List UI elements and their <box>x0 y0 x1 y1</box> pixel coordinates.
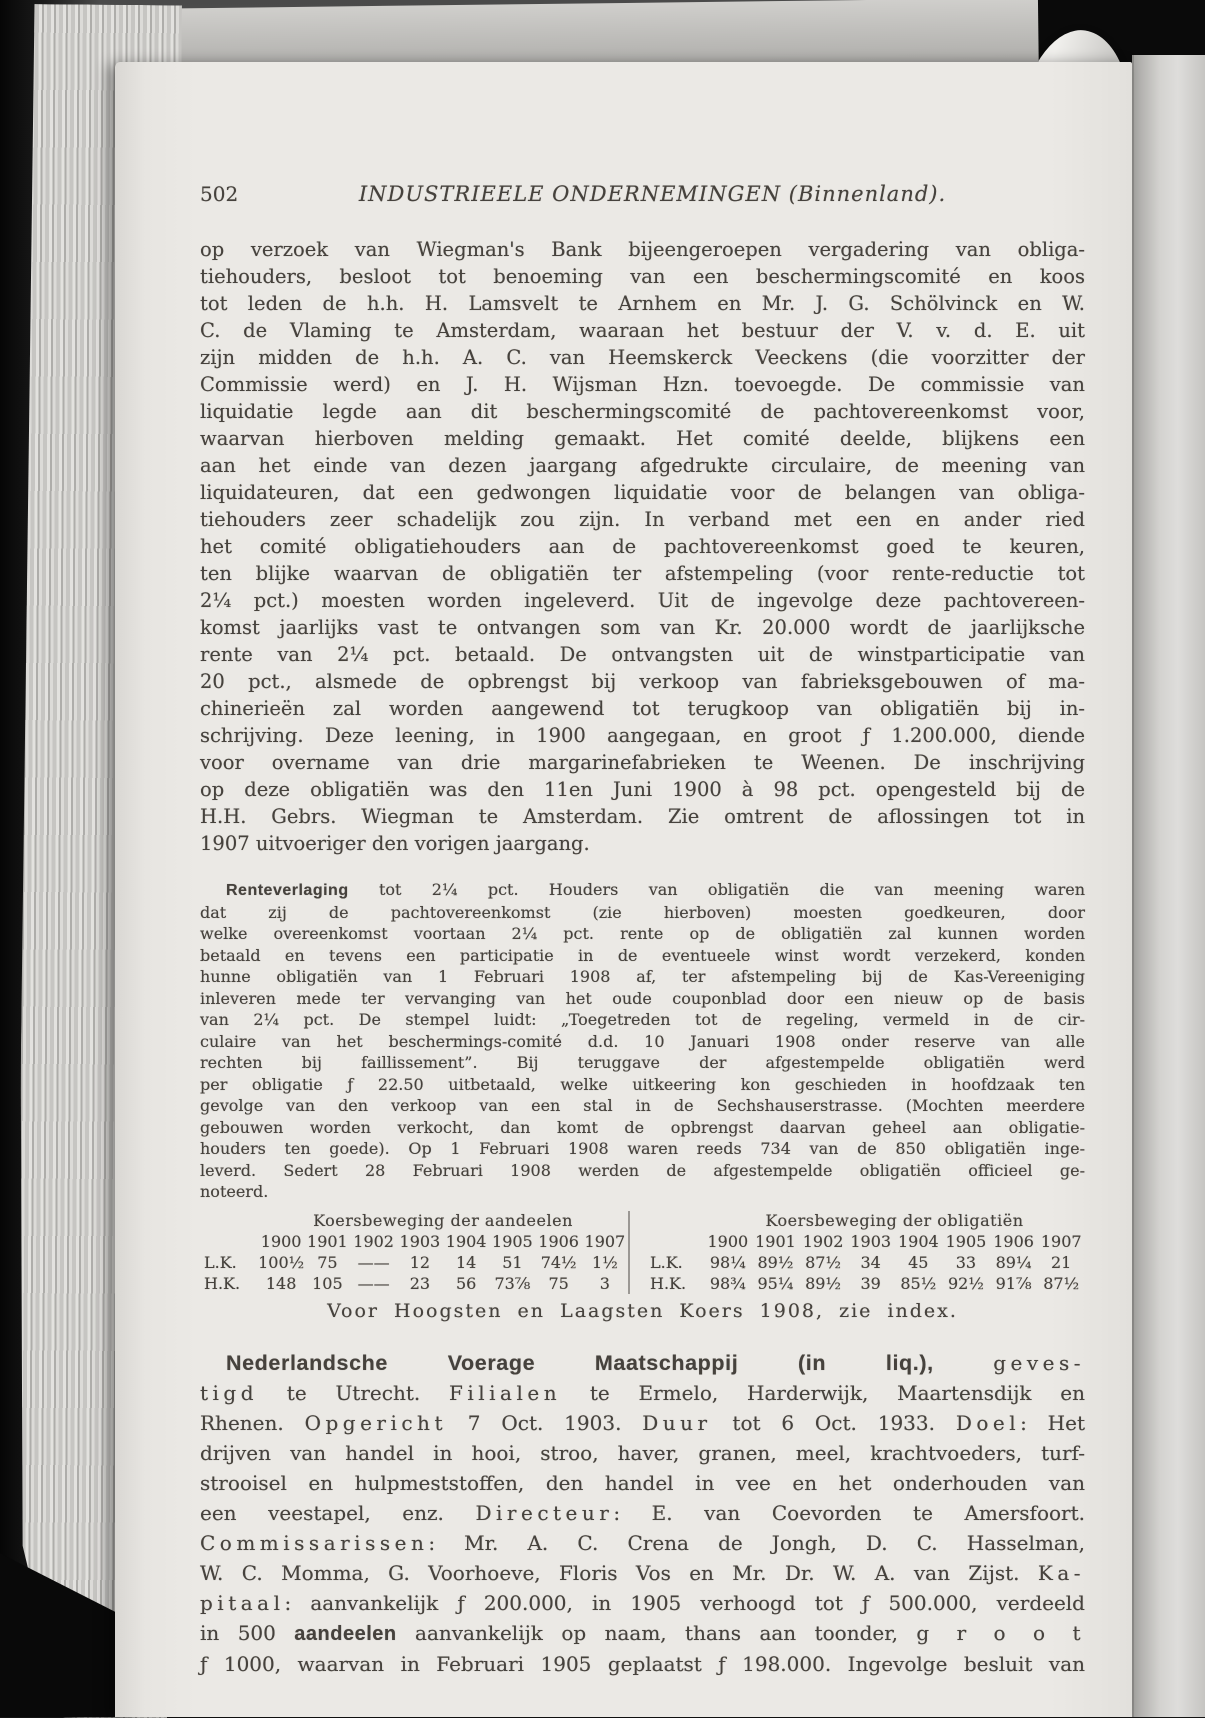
text-line: hunne obligatiën van 1 Februari 1908 af, ter afstempeling bij de Kas-Vereeniging <box>200 967 1085 986</box>
spaced-text: Filialen <box>448 1380 562 1405</box>
text-line: culaire van het beschermings-comité d.d. 10 Januari 1908 onder reserve van alle <box>200 1031 1085 1051</box>
table-cell: 100½ <box>258 1252 305 1272</box>
bold-text: aandeelen <box>294 1622 397 1645</box>
text-line: aan het einde van dezen jaargang afgedrukte circulaire, de meening van <box>200 454 1085 477</box>
text-line: tiehouders zeer schadelijk zou zijn. In verband met een en ander ried <box>200 508 1085 531</box>
text-line: betaald en tevens een participatie in de eventueele winst wordt verzekerd, konden <box>200 945 1085 965</box>
row-label: H.K. <box>204 1273 241 1293</box>
text-line: in 500 aandeelen aanvankelijk op naam, thans aan toonder, g r o o t <box>200 1620 1085 1645</box>
table-cell: 92½ <box>948 1273 984 1293</box>
text-line: Rhenen. Opgericht 7 Oct. 1903. Duur tot 6 Oct. 1933. Doel: Het <box>200 1410 1085 1435</box>
year-header-row <box>646 1231 1085 1252</box>
text-line: van 2¼ pct. De stempel luidt: „Toegetreden tot de regeling, vermeld in de cir- <box>200 1010 1085 1029</box>
text-line: Commissarissen: Mr. A. C. Crena de Jongh, D. C. Hasselman, <box>200 1530 1085 1555</box>
text-line: H.H. Gebrs. Wiegman te Amsterdam. Zie omtrent de aflossingen tot in <box>200 805 1085 828</box>
text-line: ƒ 1000, waarvan in Februari 1905 geplaatst ƒ 198.000. Ingevolge besluit van <box>200 1651 1085 1676</box>
table-cell: 51 <box>502 1252 523 1272</box>
table-cell: 1906 <box>993 1231 1034 1251</box>
table-cell: 73⅞ <box>494 1273 531 1293</box>
row-label: H.K. <box>650 1273 687 1293</box>
table-cell: 95¼ <box>757 1273 794 1293</box>
page-header <box>200 182 1085 206</box>
table-row <box>646 1252 1085 1273</box>
table-cell: 1907 <box>1040 1231 1082 1251</box>
text-line: pitaal: aanvankelijk ƒ 200.000, in 1905 verhoogd tot ƒ 500.000, verdeeld <box>200 1590 1085 1615</box>
table-cell: 1900 <box>260 1231 302 1251</box>
table-cell: 1905 <box>492 1231 533 1251</box>
text-line: voor overname van drie margarinefabrieken te Weenen. De inschrijving <box>200 751 1085 774</box>
row-label: L.K. <box>204 1252 237 1272</box>
text-line: op deze obligatiën was den 11en Juni 1900 à 98 pct. opengesteld bij de <box>200 778 1085 801</box>
table-cell: 33 <box>955 1252 977 1272</box>
spaced-text: Commissarissen <box>200 1530 429 1555</box>
table-cell: 1907 <box>584 1231 626 1251</box>
table-cell: 39 <box>860 1273 881 1293</box>
table-cell: 21 <box>1051 1252 1072 1272</box>
table-cell: 14 <box>455 1252 477 1272</box>
text-line: per obligatie ƒ 22.50 uitbetaald, welke uitkeering kon geschieden in hoofdzaak ten <box>200 1074 1085 1094</box>
koers-table-title: Koersbeweging der aandeelen <box>313 1210 573 1230</box>
table-cell: 1903 <box>850 1231 892 1251</box>
koers-table-title: Koersbeweging der obligatiën <box>765 1210 1024 1230</box>
table-row <box>646 1273 1085 1294</box>
table-cell: 74½ <box>540 1252 577 1272</box>
bold-text: Nederlandsche Voerage Maatschappij (in liq.), <box>226 1350 934 1375</box>
text-line: rechten bij faillissement”. Bij teruggave der afgestempelde obligatiën werd <box>200 1053 1085 1072</box>
table-cell: 1901 <box>755 1231 796 1251</box>
table-cell: 98¼ <box>709 1252 746 1272</box>
spaced-text: Directeur <box>475 1500 614 1525</box>
table-cell: 85½ <box>900 1273 937 1293</box>
text-line: het comité obligatiehouders aan de pachtovereenkomst goed te keuren, <box>200 535 1085 558</box>
spaced-text: geves- <box>993 1350 1085 1375</box>
table-cell: —— <box>357 1273 390 1293</box>
table-cell: 89½ <box>757 1252 794 1272</box>
text-line: W. C. Momma, G. Voorhoeve, Floris Vos en Mr. Dr. W. A. van Zijst. Ka- <box>200 1560 1085 1585</box>
table-cell: 98¾ <box>709 1273 746 1293</box>
table-cell: 1901 <box>307 1231 348 1251</box>
bold-text: Renteverlaging <box>226 882 349 899</box>
table-cell: 1905 <box>945 1231 987 1251</box>
text-line: schrijving. Deze leening, in 1900 aangegaan, en groot ƒ 1.200.000, diende <box>200 724 1085 747</box>
text-line: waarvan hierboven melding gemaakt. Het comité deelde, blijkens een <box>200 427 1085 450</box>
table-cell: 105 <box>312 1273 343 1293</box>
row-label <box>200 1231 258 1252</box>
spaced-text: Duur <box>642 1410 712 1435</box>
text-line <box>200 1348 1085 1378</box>
company-section <box>200 1348 1085 1679</box>
table-cell: 45 <box>908 1252 929 1272</box>
row-label: L.K. <box>650 1252 683 1272</box>
text-line: liquidateuren, dat een gedwongen liquidatie voor de belangen van obliga- <box>200 481 1085 504</box>
text-line: op verzoek van Wiegman's Bank bijeengeroepen vergadering van obliga- <box>200 238 1085 261</box>
text-line: chinerieën zal worden aangewend tot terugkoop van obligatiën bij in- <box>200 697 1085 720</box>
koers-footer: Voor Hoogsten en Laagsten Koers 1908, zie index. <box>327 1299 958 1322</box>
table-cell: 23 <box>409 1273 431 1293</box>
text-line: tigd te Utrecht. Filialen te Ermelo, Harderwijk, Maartensdijk en <box>200 1380 1085 1405</box>
table-row <box>200 1273 628 1294</box>
table-row <box>200 1252 628 1273</box>
text-line: Renteverlaging tot 2¼ pct. Houders van obligatiën die van meening waren <box>226 880 1085 899</box>
table-cell: 1½ <box>592 1252 618 1272</box>
text-line: houders ten goede). Op 1 Februari 1908 waren reeds 734 van de 850 obligatiën inge- <box>200 1139 1085 1158</box>
text-line: tot leden de h.h. H. Lamsvelt te Arnhem en Mr. J. G. Schölvinck en W. <box>200 292 1085 315</box>
table-cell: —— <box>357 1252 390 1272</box>
table-cell: 1904 <box>445 1231 487 1251</box>
text-line: 20 pct., alsmede de opbrengst bij verkoop van fabrieksgebouwen of ma- <box>200 670 1085 693</box>
table-cell: 3 <box>599 1273 610 1293</box>
table-cell: 75 <box>548 1273 569 1293</box>
text-line: een veestapel, enz. Directeur: E. van Coevorden te Amersfoort. <box>200 1500 1085 1525</box>
koers-table-aandeelen <box>200 1211 628 1294</box>
koers-tables <box>200 1211 1085 1294</box>
text-line: tiehouders, besloot tot benoeming van een beschermingscomité en koos <box>200 265 1085 288</box>
table-cell: 1906 <box>538 1231 579 1251</box>
text-line: strooisel en hulpmeststoffen, den handel in vee en het onderhouden van <box>200 1470 1085 1495</box>
spaced-text: g r o o t <box>916 1620 1085 1645</box>
page-number: 502 <box>200 182 239 206</box>
spaced-text: pitaal <box>200 1590 285 1615</box>
table-cell: 1902 <box>802 1231 844 1251</box>
text-line: 2¼ pct.) moesten worden ingeleverd. Uit de ingevolge deze pachtovereen- <box>200 589 1085 612</box>
renteverlaging-paragraph <box>200 879 1085 1203</box>
book-right-page-edge <box>1132 55 1205 1717</box>
text-line: Commissie werd) en J. H. Wijsman Hzn. toevoegde. De commissie van <box>200 373 1085 396</box>
text-line: noteerd. <box>200 1182 269 1201</box>
table-cell: 56 <box>455 1273 477 1293</box>
table-cell: 87½ <box>805 1252 841 1272</box>
text-line: rente van 2¼ pct. betaald. De ontvangsten uit de winstparticipatie van <box>200 643 1085 666</box>
spaced-text: Ka- <box>1037 1560 1085 1585</box>
text-line: drijven van handel in hooi, stroo, haver, granen, meel, krachtvoeders, turf- <box>200 1440 1085 1465</box>
table-cell: 75 <box>317 1252 338 1272</box>
text-line: komst jaarlijks vast te ontvangen som van Kr. 20.000 wordt de jaarlijksche <box>200 616 1085 639</box>
text-line: zijn midden de h.h. A. C. van Heemskerck Veeckens (die voorzitter der <box>200 346 1085 369</box>
book-page <box>115 62 1132 1717</box>
main-paragraph <box>200 236 1085 857</box>
text-line: 1907 uitvoeriger den vorigen jaargang. <box>200 832 590 855</box>
text-line: gebouwen worden verkocht, dan komt de opbrengst daarvan geheel aan obligatie- <box>200 1117 1085 1137</box>
table-cell: 1902 <box>353 1231 394 1251</box>
text-line: liquidatie legde aan dit beschermingscomité de pachtovereenkomst voor, <box>200 400 1085 423</box>
page-content <box>200 182 1085 1679</box>
table-cell: 89½ <box>805 1273 841 1293</box>
table-cell: 1903 <box>399 1231 441 1251</box>
spaced-text: tigd <box>200 1380 259 1405</box>
table-cell: 12 <box>409 1252 431 1272</box>
page-title: INDUSTRIEELE ONDERNEMINGEN (Binnenland). <box>358 182 947 206</box>
table-cell: 148 <box>265 1273 297 1293</box>
text-line: welke overeenkomst voortaan 2¼ pct. rente op de obligatiën zal kunnen worden <box>200 924 1085 943</box>
spaced-text: Doel <box>955 1410 1021 1435</box>
table-cell: 1904 <box>897 1231 939 1251</box>
table-cell: 34 <box>860 1252 881 1272</box>
text-line: ten blijke waarvan de obligatiën ter afstempeling (voor rente-reductie tot <box>200 562 1085 585</box>
table-cell: 91⅞ <box>995 1273 1032 1293</box>
koers-table-obligatien <box>628 1211 1085 1294</box>
year-header-row <box>200 1231 628 1252</box>
table-cell: 89¼ <box>995 1252 1032 1272</box>
spaced-text: Opgericht <box>304 1410 447 1435</box>
text-line: inleveren mede ter vervanging van het oude couponblad door een nieuw op de basis <box>200 988 1085 1008</box>
text-line: gevolge van den verkoop van een stal in de Sechshauserstrasse. (Mochten meerdere <box>200 1096 1085 1115</box>
table-cell: 87½ <box>1043 1273 1080 1293</box>
text-line: leverd. Sedert 28 Februari 1908 werden de afgestempelde obligatiën officieel ge- <box>200 1160 1085 1180</box>
text-line: dat zij de pachtovereenkomst (zie hierboven) moesten goedkeuren, door <box>200 902 1085 922</box>
table-cell: 1900 <box>707 1231 749 1251</box>
row-label <box>646 1231 704 1252</box>
text-line: C. de Vlaming te Amsterdam, waaraan het bestuur der V. v. d. E. uit <box>200 319 1085 342</box>
